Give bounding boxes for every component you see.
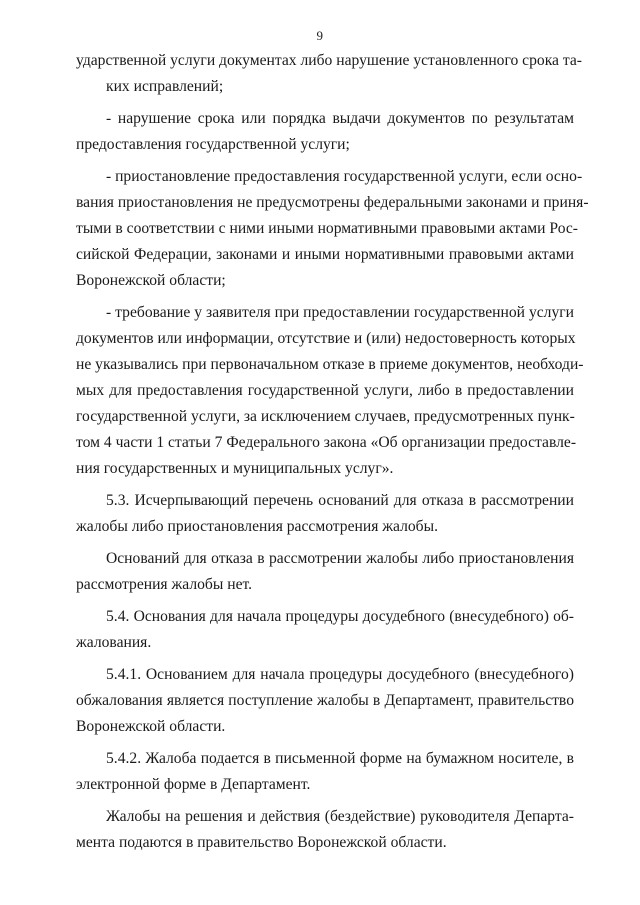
paragraph bbox=[76, 604, 574, 656]
text-line: ударственной услуги документах либо нарушение установленного срока та- bbox=[76, 52, 582, 69]
text-line: предоставления государственной услуги; bbox=[76, 136, 350, 153]
text-line: документов или информации, отсутствие и (или) недостоверность которых bbox=[76, 330, 576, 347]
text-line: вания приостановления не предусмотрены федеральными законами и приня- bbox=[76, 194, 589, 211]
text-line: не указывались при первоначальном отказе в приеме документов, необходи- bbox=[76, 356, 584, 373]
paragraph bbox=[76, 106, 574, 158]
text-line: сийской Федерации, законами и иными нормативными правовыми актами bbox=[76, 246, 574, 263]
text-line: - требование у заявителя при предоставлении государственной услуги bbox=[106, 304, 574, 321]
text-line: 5.4. Основания для начала процедуры досудебного (внесудебного) об- bbox=[106, 608, 574, 625]
text-line: обжалования является поступление жалобы в Департамент, правительство bbox=[76, 692, 574, 709]
text-line: ких исправлений; bbox=[106, 78, 224, 95]
text-line: 5.4.2. Жалоба подается в письменной форме на бумажном носителе, в bbox=[106, 750, 574, 767]
text-line: Жалобы на решения и действия (бездействие) руководителя Департа- bbox=[106, 808, 574, 825]
paragraph bbox=[76, 804, 574, 856]
document-body bbox=[76, 48, 589, 856]
paragraph bbox=[76, 546, 574, 598]
text-line: - приостановление предоставления государственной услуги, если осно- bbox=[106, 168, 583, 185]
text-line: рассмотрения жалобы нет. bbox=[76, 576, 253, 593]
text-line: - нарушение срока или порядка выдачи документов по результатам bbox=[106, 110, 574, 127]
paragraph bbox=[76, 48, 582, 100]
text-line: мых для предоставления государственной услуги, либо в предоставлении bbox=[76, 382, 574, 399]
text-line: жалобы либо приостановления рассмотрения жалобы. bbox=[76, 518, 438, 535]
paragraph bbox=[76, 300, 584, 482]
text-line: ния государственных и муниципальных услуг». bbox=[76, 460, 394, 477]
page-number: 9 bbox=[316, 28, 324, 43]
text-line: мента подаются в правительство Воронежской области. bbox=[76, 834, 447, 851]
paragraph bbox=[76, 488, 574, 540]
text-line: Оснований для отказа в рассмотрении жалобы либо приостановления bbox=[106, 550, 574, 567]
paragraph bbox=[76, 164, 589, 294]
text-line: жалования. bbox=[76, 634, 152, 651]
text-line: Воронежской области. bbox=[76, 718, 226, 735]
text-line: 5.4.1. Основанием для начала процедуры досудебного (внесудебного) bbox=[106, 666, 574, 683]
paragraph bbox=[76, 662, 574, 740]
text-line: Воронежской области; bbox=[76, 272, 226, 289]
text-line: электронной форме в Департамент. bbox=[76, 776, 311, 793]
text-line: 5.3. Исчерпывающий перечень оснований для отказа в рассмотрении bbox=[106, 492, 574, 509]
text-line: том 4 части 1 статьи 7 Федерального закона «Об организации предоставле- bbox=[76, 434, 577, 451]
text-line: тыми в соответствии с ними иными нормативными правовыми актами Рос- bbox=[76, 220, 578, 237]
text-line: государственной услуги, за исключением случаев, предусмотренных пунк- bbox=[76, 408, 575, 425]
paragraph bbox=[76, 746, 574, 798]
